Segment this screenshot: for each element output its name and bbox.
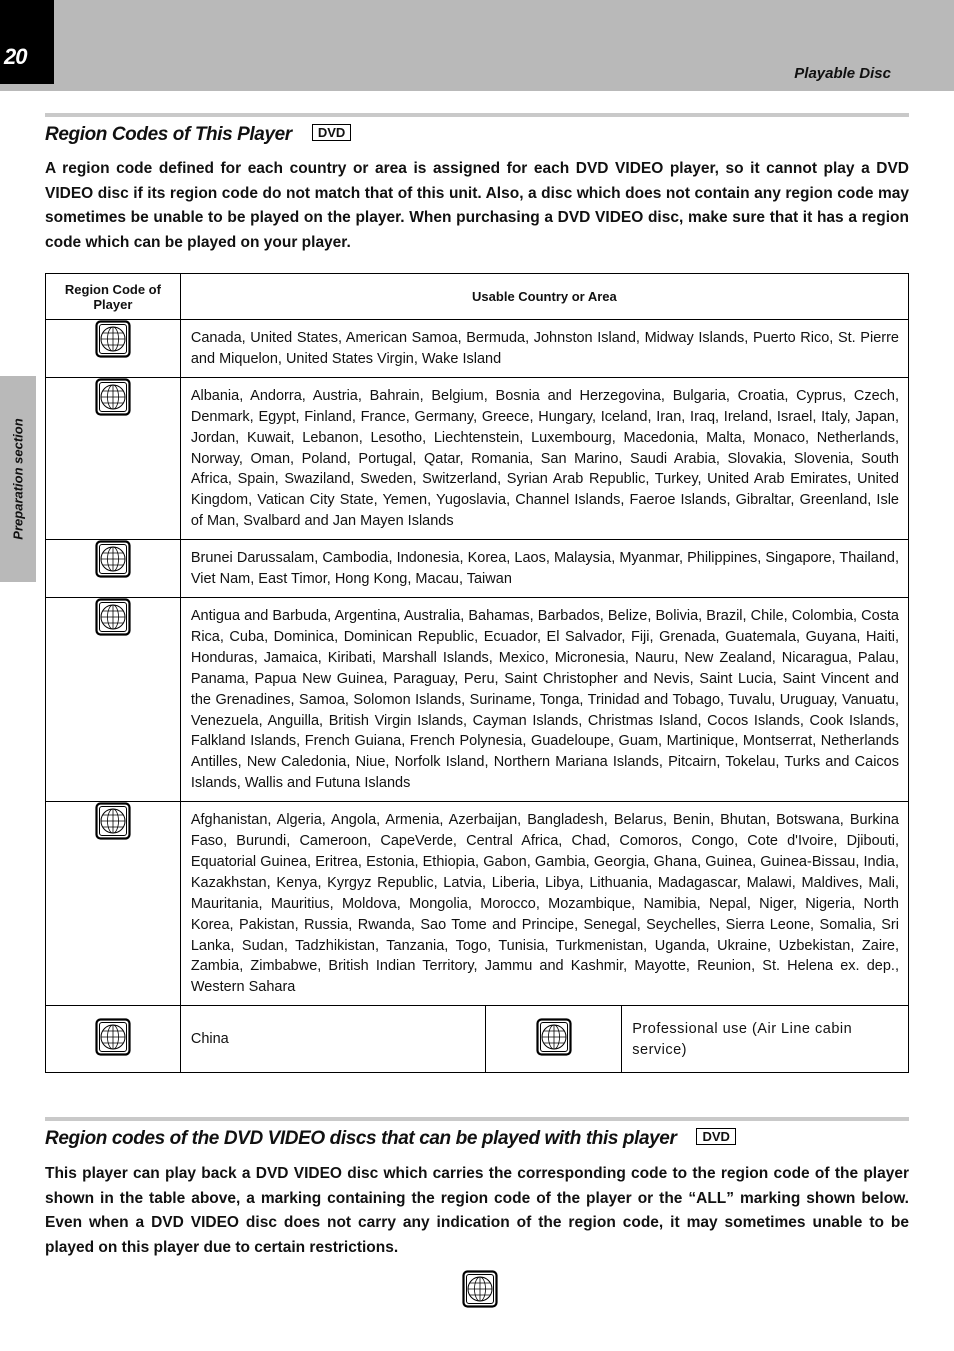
country-list: China xyxy=(180,1006,486,1073)
table-row xyxy=(46,1006,909,1073)
region-disc-icon xyxy=(95,802,131,840)
table-row xyxy=(46,597,909,801)
section-title: Region Codes of This Player xyxy=(45,124,292,145)
country-list: Antigua and Barbuda, Argentina, Australia, Bahamas, Barbados, Belize, Bolivia, Brazil, Chile, Colombia, Costa Rica, Cuba, Dominica, Dominican Republic, Ecuador, El Salvador, Fiji, Grenada, Guatemala, Guyana, Haiti, Honduras, Jamaica, Kiribati, Marshall Islands, Mexico, Micronesia, Nauru, New Zealand, Nicaragua, Palau, Panama, Papua New Guinea, Paraguay, Peru, Saint Christopher and Nevis, Saint Lucia, Saint Vincent and the Grenadines, Samoa, Solomon Islands, Suriname, Tonga, Trinidad and Tobago, Tuvalu, Uruguay, Vanuatu, Venezuela, Anguilla, British Virgin Islands, Cayman Islands, Christmas Island, Cocos Islands, Cook Islands, Falkland Islands, French Guiana, French Polynesia, Guadeloupe, Guam, Martinique, Montserrat, Netherlands Antilles, New Caledonia, Niue, Norfolk Island, Northern Mariana Islands, Pitcairn, Tokelau, Turks and Caicos Islands, Wallis and Futuna Islands xyxy=(180,597,908,801)
region-code-table xyxy=(45,273,909,1073)
region-disc-icon xyxy=(95,378,131,416)
page-number: 20 xyxy=(4,44,27,69)
table-row xyxy=(46,320,909,378)
country-list: Albania, Andorra, Austria, Bahrain, Belgium, Bosnia and Herzegovina, Bulgaria, Croatia, Cyprus, Czech, Denmark, Egypt, Finland, France, Germany, Greece, Hungary, Iceland, Iran, Iraq, Ireland, Israel, Italy, Japan, Jordan, Kuwait, Lebanon, Lesotho, Liechtenstein, Luxembourg, Macedonia, Malta, Monaco, Netherlands, Norway, Oman, Poland, Portugal, Qatar, Romania, San Marino, Saudi Arabia, Slovakia, Slovenia, South Africa, Spain, Swaziland, Sweden, Switzerland, Syrian Arab Republic, Turkey, United Arab Emirates, United Kingdom, Vatican City State, Yemen, Yugoslavia, Channel Islands, Faeroe Islands, Gibraltar, Greenland, Isle of Man, Svalbard and Jan Mayen Islands xyxy=(180,377,908,539)
country-list: Canada, United States, American Samoa, Bermuda, Johnston Island, Midway Islands, Puerto Rico, St. Pierre and Miquelon, United States Virgin, Wake Island xyxy=(180,320,908,378)
header-usable-country: Usable Country or Area xyxy=(180,274,908,320)
section-divider xyxy=(45,1117,909,1121)
section-name: Playable Disc xyxy=(794,65,891,82)
side-tab-label: Preparation section xyxy=(10,418,26,540)
playback-paragraph: This player can play back a DVD VIDEO disc which carries the corresponding code to the region code of the player shown in the table above, a marking containing the region code of the player or the “ALL” marking shown below. Even when a DVD VIDEO disc does not carry any indication of the region code, it may sometimes unable to be played on this player due to certain restrictions. xyxy=(45,1165,909,1257)
section-heading xyxy=(45,1128,736,1150)
table-header-row xyxy=(46,274,909,320)
region-code-cell xyxy=(46,377,181,539)
region-disc-icon xyxy=(95,598,131,636)
region-code-cell xyxy=(486,1006,622,1073)
page-number-box xyxy=(0,0,54,84)
region-disc-icon xyxy=(95,320,131,358)
region-disc-icon xyxy=(95,1018,131,1056)
section-divider xyxy=(45,113,909,117)
table-row xyxy=(46,540,909,598)
header-region-code: Region Code of Player xyxy=(46,274,181,320)
region-code-cell xyxy=(46,320,181,378)
region-code-cell xyxy=(46,597,181,801)
table-row xyxy=(46,802,909,1006)
intro-paragraph: A region code defined for each country or area is assigned for each DVD VIDEO player, so it cannot play a DVD VIDEO disc if its region code do not match that of this unit. Also, a disc which does not contain any region code may sometimes be unable to be played on the player. When purchasing a DVD VIDEO disc, make sure that it has a region code which can be played on your player. xyxy=(45,160,909,252)
dvd-badge: DVD xyxy=(312,124,351,141)
table-row xyxy=(46,377,909,539)
region-disc-icon xyxy=(536,1018,572,1056)
country-list: Brunei Darussalam, Cambodia, Indonesia, Korea, Laos, Malaysia, Myanmar, Philippines, Singapore, Thailand, Viet Nam, East Timor, Hong Kong, Macau, Taiwan xyxy=(180,540,908,598)
section-title: Region codes of the DVD VIDEO discs that can be played with this player xyxy=(45,1128,677,1149)
region-code-cell xyxy=(46,540,181,598)
dvd-badge: DVD xyxy=(696,1128,735,1145)
country-list: Professional use (Air Line cabin service) xyxy=(622,1006,909,1073)
country-list: Afghanistan, Algeria, Angola, Armenia, Azerbaijan, Bangladesh, Belarus, Benin, Bhutan, Botswana, Burkina Faso, Burundi, Cameroon, CapeVerde, Central Africa, Chad, Comoros, Congo, Cote d'Ivoire, Djibouti, Equatorial Guinea, Eritrea, Estonia, Ethiopia, Gabon, Gambia, Georgia, Ghana, Guinea, Guinea-Bissau, India, Kazakhstan, Kenya, Kyrgyz Republic, Latvia, Liberia, Libya, Lithuania, Madagascar, Malawi, Maldives, Mali, Mauritania, Mauritius, Moldova, Mongolia, Morocco, Mozambique, Namibia, Nepal, Niger, Nigeria, North Korea, Pakistan, Russia, Rwanda, Sao Tome and Principe, Senegal, Seychelles, Sierra Leone, Somalia, Sri Lanka, Sudan, Tadzhikistan, Tanzania, Togo, Tunisia, Turkmenistan, Uganda, Ukraine, Uzbekistan, Zaire, Zambia, Zimbabwe, British Indian Territory, Jammu and Kashmir, Mayotte, Reunion, St. Helena ex. dep., Western Sahara xyxy=(180,802,908,1006)
region-disc-icon xyxy=(95,540,131,578)
region-code-cell xyxy=(46,802,181,1006)
section-heading xyxy=(45,124,351,146)
region-code-cell xyxy=(46,1006,181,1073)
all-region-disc-icon xyxy=(462,1270,498,1308)
